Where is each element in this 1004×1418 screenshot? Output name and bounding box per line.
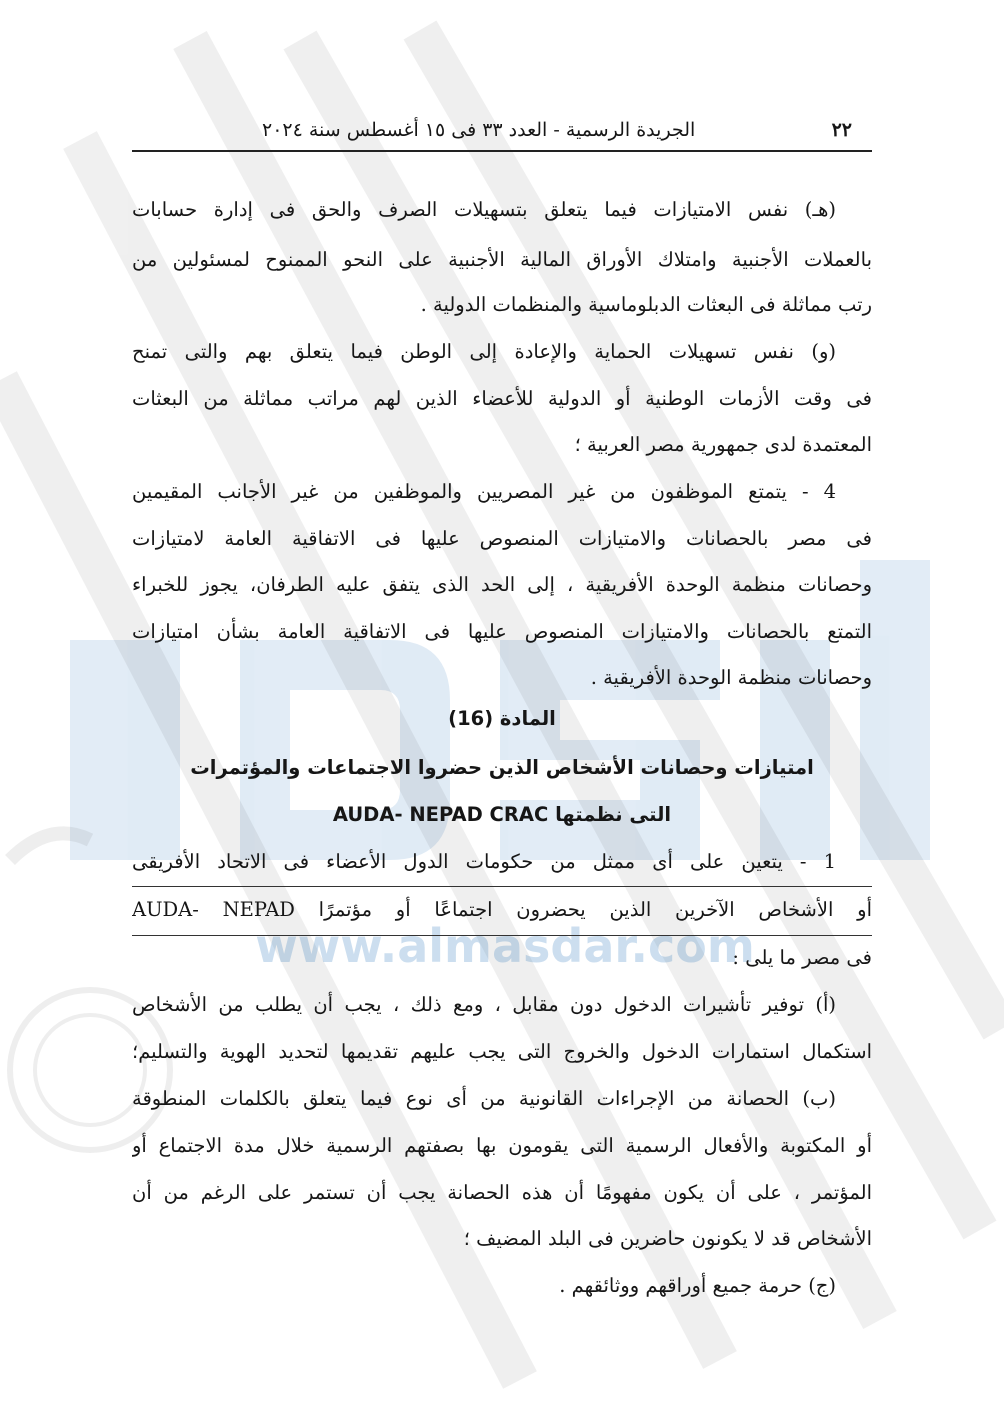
body-line: 4 - يتمتع الموظفون من غير المصريين والموظفين من غير الأجانب المقيمين [132, 480, 836, 503]
body-line: رتب مماثلة فى البعثات الدبلوماسية والمنظمات الدولية . [420, 293, 872, 316]
article-line: الأشخاص قد لا يكونون حاضرين فى البلد المضيف ؛ [463, 1227, 872, 1250]
body-line: فى وقت الأزمات الوطنية أو الدولية للأعضاء الذين لهم مراتب مماثلة من البعثات [132, 387, 872, 410]
body-line: التمتع بالحصانات والامتيازات المنصوص عليها فى الاتفاقية العامة بشأن امتيازات [132, 620, 872, 643]
article-line: استكمال استمارات الدخول والخروج التى يجب عليهم تقديمها لتحديد الهوية والتسليم؛ [132, 1040, 872, 1063]
body-line: فى مصر بالحصانات والامتيازات المنصوص عليها فى الاتفاقية العامة لامتيازات [132, 527, 872, 550]
page-header [132, 110, 872, 152]
article-line: المؤتمر ، على أن يكون مفهومًا أن هذه الحصانة يجب أن تستمر على الرغم من أن [132, 1181, 872, 1204]
article-subtitle: امتيازات وحصانات الأشخاص الذين حضروا الاجتماعات والمؤتمرات [190, 756, 814, 779]
body-line: وحصانات منظمة الوحدة الأفريقية ، إلى الحد الذى يتفق عليه الطرفان، يجوز للخبراء [132, 573, 872, 596]
article-line: (ب) الحصانة من الإجراءات القانونية من أى نوع فيما يتعلق بالكلمات المنطوقة [132, 1087, 836, 1110]
body-line: بالعملات الأجنبية وامتلاك الأوراق المالية الأجنبية على النحو الممنوح لمسئولين من [132, 248, 872, 271]
article-subtitle: التى نظمتها AUDA- NEPAD CRAC [332, 803, 672, 826]
article-line: فى مصر ما يلى : [732, 946, 872, 969]
body-line: (و) نفس تسهيلات الحماية والإعادة إلى الوطن فيما يتعلق بهم والتى تمنح [132, 340, 836, 363]
watermark-url: www.almasdar.com [255, 919, 755, 973]
article-heading: المادة (16) [448, 707, 556, 730]
body-line: (هـ) نفس الامتيازات فيما يتعلق بتسهيلات الصرف والحق فى إدارة حسابات [132, 198, 836, 221]
article-line: أو المكتوبة والأفعال الرسمية التى يقومون بها بصفتهم الرسمية خلال مدة الاجتماع أو [132, 1134, 872, 1157]
page-number: ٢٢ [831, 119, 852, 141]
article-line: أو الأشخاص الآخرين الذين يحضرون اجتماعًا أو مؤتمرًا AUDA- NEPAD [132, 885, 872, 936]
article-line: (ج) حرمة جميع أوراقهم ووثائقهم . [559, 1274, 836, 1297]
body-line: المعتمدة لدى جمهورية مصر العربية ؛ [574, 433, 872, 456]
article-line: (أ) توفير تأشيرات الدخول دون مقابل ، ومع ذلك ، يجب أن يطلب من الأشخاص [132, 993, 836, 1016]
article-line: 1 - يتعين على أى ممثل من حكومات الدول الأعضاء فى الاتحاد الأفريقى [132, 837, 872, 887]
gazette-page [132, 0, 872, 1418]
body-line: وحصانات منظمة الوحدة الأفريقية . [590, 666, 872, 689]
gazette-title: الجريدة الرسمية - العدد ٣٣ فى ١٥ أغسطس سنة ٢٠٢٤ [262, 119, 696, 141]
